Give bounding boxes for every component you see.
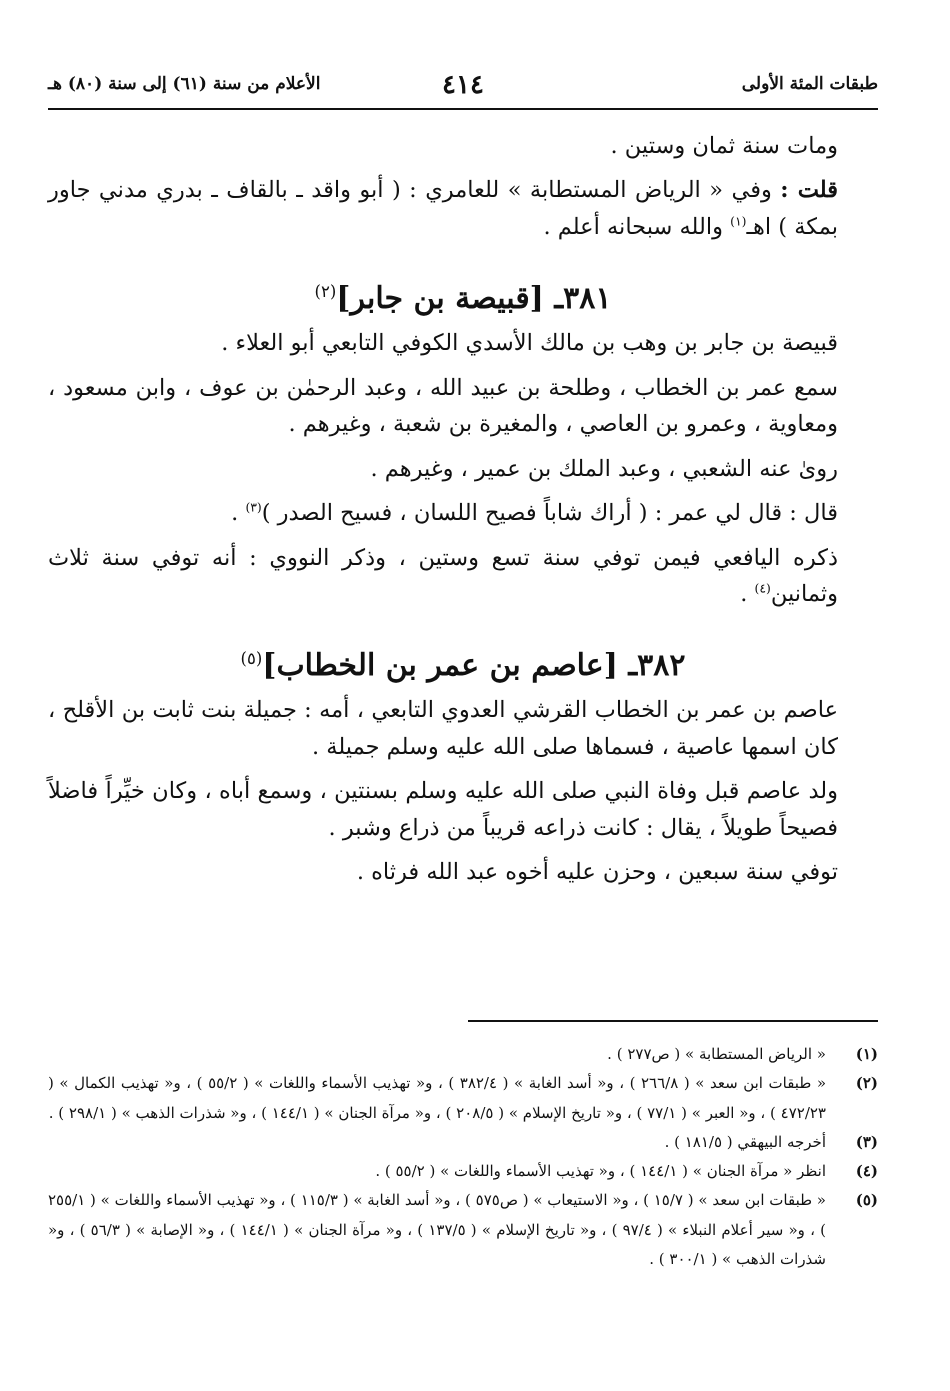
footnote-5 [48, 1186, 878, 1274]
running-header [48, 70, 878, 100]
entry-382-title: ٣٨٢ـ [عاصم بن عمر بن الخطاب] [262, 648, 686, 684]
entry-381-death-note-end: . [740, 580, 755, 607]
footnote-text: أخرجه البيهقي ( ١٨١/٥ ) . [664, 1132, 826, 1151]
entry-382-paragraph-2: ولد عاصم قبل وفاة النبي صلى الله عليه وسلم بسنتين ، وسمع أباه ، وكان خيِّراً فاضلاً فصيحاً طويلاً ، يقال : كانت ذراعه قريباً من ذراع وشبر . [48, 778, 838, 841]
entry-381-quote-end: . [231, 500, 246, 527]
footnote-text: « طبقات ابن سعد » ( ١٥/٧ ) ، و« الاستيعاب » ( ص٥٧٥ ) ، و« أسد الغابة » ( ١١٥/٣ ) ، و« تهذيب الأسماء واللغات » ( ٢٥٥/١ ) ، و« سير أعلام النبلاء » ( ٩٧/٤ ) ، و« تاريخ الإسلام » ( ١٣٧/٥ ) ، و« مرآة الجنان » ( ١٤٤/١ ) ، و« الإصابة » ( ٥٦/٣ ) ، و« شذرات الذهب » ( ٣٠٠/١ ) . [48, 1191, 826, 1268]
footnote-1 [48, 1040, 878, 1069]
footnote-4 [48, 1157, 878, 1186]
entry-381-title: ٣٨١ـ [قبيصة بن جابر] [336, 281, 612, 317]
footnote-number: (١) [855, 1045, 878, 1063]
footnote-number: (٣) [855, 1132, 878, 1151]
entry-382-paragraph-3: توفي سنة سبعين ، وحزن عليه أخوه عبد الله فرثاه . [356, 859, 838, 886]
qultu-label: قلت : [780, 177, 838, 204]
footnote-ref-4[interactable]: (٤) [754, 581, 771, 596]
footnote-ref-3[interactable]: (٣) [245, 500, 262, 515]
entry-381-paragraph-1: قبيصة بن جابر بن وهب بن مالك الأسدي الكوفي التابعي أبو العلاء . [221, 330, 838, 357]
footnote-ref-5[interactable]: (٥) [240, 649, 263, 669]
main-text [48, 128, 878, 891]
book-title: طبقات المئة الأولى [741, 74, 878, 94]
footnote-ref-2[interactable]: (٢) [314, 282, 337, 302]
entry-381-paragraph-4 [48, 495, 838, 531]
footnote-text: انظر « مرآة الجنان » ( ١٤٤/١ ) ، و« تهذيب الأسماء واللغات » ( ٥٥/٢ ) . [375, 1162, 826, 1180]
intro-paragraph-1: ومات سنة ثمان وستين . [610, 133, 838, 159]
footnote-2 [48, 1069, 878, 1128]
entry-381-paragraph-5 [48, 540, 838, 613]
footnote-3 [48, 1128, 878, 1157]
entry-381-paragraph-2: سمع عمر بن الخطاب ، وطلحة بن عبيد الله ، وعبد الرحمٰن بن عوف ، وابن مسعود ، ومعاوية ، وعمرو بن العاصي ، والمغيرة بن شعبة ، وغيرهم . [48, 374, 838, 438]
page-number: ٤١٤ [442, 70, 484, 100]
footnote-number: (٢) [855, 1074, 878, 1093]
intro-paragraph-2-text: وفي « الرياض المستطابة » للعامري : ( أبو واقد ـ بالقاف ـ بدري مدني جاور بمكة ) اهـ [48, 177, 838, 240]
entry-382-heading [48, 648, 878, 684]
footnote-ref-1[interactable]: (١) [730, 214, 747, 229]
entry-381-paragraph-3: رویٰ عنه الشعبي ، وعبد الملك بن عمير ، وغيرهم . [370, 455, 838, 482]
intro-paragraph-2-end: والله سبحانه أعلم . [543, 213, 731, 240]
header-divider [48, 108, 878, 110]
entry-381-death-note: ذكره اليافعي فيمن توفي سنة تسع وستين ، وذكر النووي : أنه توفي سنة ثلاث وثمانين [48, 544, 838, 607]
entry-381-heading [48, 281, 878, 317]
footnotes [48, 1040, 878, 1274]
section-range: الأعلام من سنة (٦١) إلى سنة (٨٠) هـ [48, 74, 321, 94]
footnote-text: « الرياض المستطابة » ( ص٢٧٧ ) . [607, 1045, 826, 1063]
intro-paragraph-2 [48, 172, 838, 245]
entry-382-paragraph-1: عاصم بن عمر بن الخطاب القرشي العدوي التابعي ، أمه : جميلة بنت ثابت بن الأقلح ، كان اسمها عاصية ، فسماها صلى الله عليه وسلم جميلة . [48, 697, 838, 760]
entry-381-quote: قال : قال لي عمر : ( أراك شاباً فصيح اللسان ، فسيح الصدر ) [261, 500, 838, 527]
footnote-number: (٤) [855, 1162, 878, 1180]
footnote-divider [468, 1020, 878, 1022]
footnote-text: « طبقات ابن سعد » ( ٢٦٦/٨ ) ، و« أسد الغابة » ( ٣٨٢/٤ ) ، و« تهذيب الأسماء واللغات » ( ٥٥/٢ ) ، و« تهذيب الكمال » ( ٤٧٢/٢٣ ) ، و« العبر » ( ٧٧/١ ) ، و« تاريخ الإسلام » ( ٢٠٨/٥ ) ، و« مرآة الجنان » ( ١٤٤/١ ) ، و« شذرات الذهب » ( ٢٩٨/١ ) . [48, 1074, 826, 1122]
footnote-number: (٥) [855, 1191, 878, 1210]
